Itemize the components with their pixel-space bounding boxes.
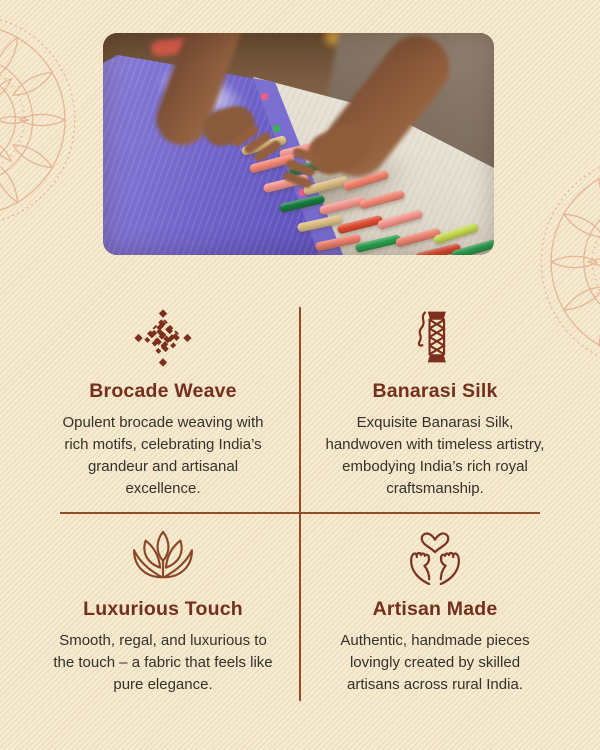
motif-dot-graphic [261, 93, 268, 100]
feature-brocade-weave [36, 303, 290, 500]
thread-spool-graphic [355, 234, 402, 253]
feature-banarasi-silk [308, 303, 562, 500]
feature-description: Smooth, regal, and luxurious to the touch – a fabric that feels like pure elegance. [53, 632, 273, 693]
finger-graphic [292, 147, 323, 166]
loom-highlight-graphic [150, 57, 252, 130]
hands-holding-heart-icon [404, 527, 466, 585]
feature-description: Opulent brocade weaving with rich motifs, celebrating India’s grandeur and artisanal excellence. [62, 414, 264, 497]
artisan-shirt-graphic [313, 33, 494, 215]
thread-spool-graphic [395, 227, 442, 248]
photo-red-cloth-graphic [150, 35, 209, 57]
horizontal-divider [60, 512, 540, 514]
thread-spool-graphic [289, 157, 336, 176]
hero-photo [103, 33, 494, 255]
thread-spool-graphic [249, 153, 296, 174]
thread-spool-graphic [319, 196, 366, 216]
brocade-weave-icon [134, 303, 192, 367]
thread-spool-graphic [377, 209, 424, 230]
mandala-ornament-icon [0, 12, 78, 228]
feature-luxurious-touch [36, 527, 290, 696]
feature-title: Brocade Weave [89, 380, 237, 402]
artisan-hand-graphic [199, 102, 259, 150]
feature-title: Artisan Made [372, 598, 498, 620]
feature-artisan-made [308, 527, 562, 696]
feature-description: Exquisite Banarasi Silk, handwoven with timeless artistry, embodying India’s rich royal craftsmanship. [325, 414, 545, 497]
finger-graphic [253, 139, 283, 164]
thread-spool-graphic [297, 214, 344, 232]
purple-border-strip-graphic [103, 33, 494, 255]
thread-spool-icon [406, 303, 464, 367]
artisan-arm-graphic [312, 33, 462, 190]
purple-warp-threads-graphic [103, 33, 494, 255]
photo-yellow-blur-graphic [325, 33, 371, 45]
thread-spool-graphic [241, 135, 288, 156]
finger-graphic [282, 171, 313, 190]
thread-spool-graphic [303, 175, 350, 196]
motif-dot-graphic [299, 189, 306, 196]
thread-spool-graphic [317, 129, 364, 152]
feature-title: Luxurious Touch [83, 598, 243, 620]
motif-dot-graphic [273, 125, 280, 132]
thread-spool-graphic [279, 140, 326, 160]
feature-title: Banarasi Silk [372, 380, 498, 402]
thread-spool-graphic [337, 215, 384, 235]
thread-spool-graphic [343, 169, 390, 191]
finger-graphic [285, 159, 316, 178]
motif-dot-graphic [286, 157, 293, 164]
hand-shadow-graphic [217, 132, 423, 245]
artisan-hand-graphic [302, 117, 376, 181]
thread-spool-graphic [279, 194, 326, 213]
thread-spool-graphic [415, 243, 462, 255]
woven-fabric-graphic [103, 33, 494, 255]
thread-spool-graphic [327, 151, 374, 172]
finger-graphic [243, 131, 273, 156]
artisan-arm-graphic [149, 33, 249, 152]
lotus-icon [130, 527, 196, 585]
thread-spool-graphic [451, 239, 494, 255]
vertical-divider [299, 307, 301, 701]
finger-graphic [231, 124, 261, 149]
feature-description: Authentic, handmade pieces lovingly created by skilled artisans across rural India. [340, 632, 530, 693]
thread-spool-graphic [433, 222, 480, 245]
motif-dot-graphic [312, 221, 319, 228]
thread-spool-graphic [263, 174, 310, 194]
thread-spool-graphic [359, 189, 406, 210]
thread-spool-graphic [315, 233, 362, 251]
